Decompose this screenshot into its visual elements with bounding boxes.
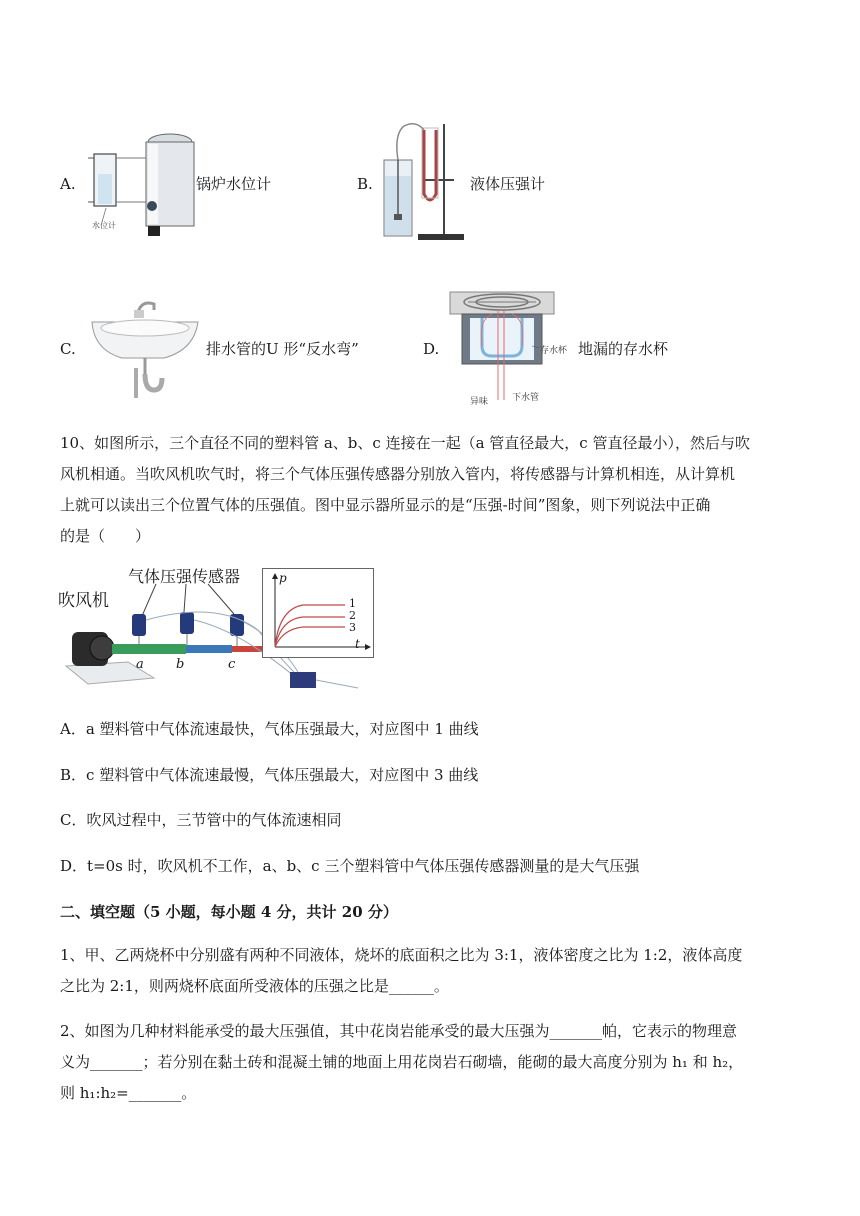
q10-stem-line-3: 上就可以读出三个位置气体的压强值。图中显示器所显示的是“压强-时间”图象，则下列说法中正确 — [60, 496, 711, 514]
sink-u-trap-image — [88, 298, 203, 402]
drain-pipe-label: 下水管 — [512, 393, 540, 403]
fill-q1-line-2: 之比为 2:1，则两烧杯底面所受液体的压强之比是______。 — [60, 977, 449, 995]
graph-x-label: t — [355, 637, 360, 651]
q10-option-d: D．t=0s 时，吹风机不工作，a、b、c 三个塑料管中气体压强传感器测量的是大气压强 — [60, 857, 640, 875]
option-d-letter: D. — [423, 340, 440, 358]
curve-3-label: 3 — [349, 621, 356, 634]
storage-cup-label: 存水杯 — [540, 346, 568, 356]
option-c-letter: C. — [60, 340, 76, 358]
q10-option-c: C．吹风过程中，三节管中的气体流速相同 — [60, 811, 342, 829]
q10-option-b: B．c 塑料管中气体流速最慢，气体压强最大，对应图中 3 曲线 — [60, 766, 479, 784]
curve-2-label: 2 — [349, 609, 356, 622]
tube-a-label: a — [136, 657, 144, 672]
option-b-caption: 液体压强计 — [470, 175, 546, 193]
graph-y-label: p — [279, 571, 287, 585]
option-b-letter: B. — [357, 175, 373, 193]
option-d-caption: 地漏的存水杯 — [578, 340, 669, 358]
blower-label: 吹风机 — [58, 591, 109, 611]
sensor-label: 气体压强传感器 — [128, 567, 241, 586]
option-c-caption: 排水管的U 形“反水弯” — [206, 340, 359, 358]
fill-q2-line-3: 则 h₁:h₂=_______。 — [60, 1084, 197, 1102]
fill-question-2 — [60, 1016, 805, 1109]
fill-q2-line-2: 义为_______；若分别在黏土砖和混凝土铺的地面上用花岗岩石砌墙，能砌的最大高度分别为 h₁ 和 h₂， — [60, 1053, 744, 1071]
q10-option-a: A．a 塑料管中气体流速最快，气体压强最大，对应图中 1 曲线 — [60, 720, 479, 738]
q10-stem-line-2: 风机相通。当吹风机吹气时，将三个气体压强传感器分别放入管内，将传感器与计算机相连，从计算机 — [60, 465, 736, 483]
question-10-stem — [60, 428, 805, 552]
fill-q2-line-1: 2、如图为几种材料能承受的最大压强值，其中花岗岩能承受的最大压强为_______帕，它表示的物理意 — [60, 1022, 738, 1040]
fill-question-1 — [60, 940, 805, 1002]
fill-q1-line-1: 1、甲、乙两烧杯中分别盛有两种不同液体，烧坏的底面积之比为 3:1，液体密度之比为 1:2，液体高度 — [60, 946, 743, 964]
pressure-time-graph — [262, 568, 374, 658]
tube-c-label: c — [228, 657, 236, 672]
q10-stem-line-1: 10、如图所示，三个直径不同的塑料管 a、b、c 连接在一起（a 管直径最大，c 管直径最小），然后与吹 — [60, 434, 750, 452]
water-gauge-label: 水位计 — [92, 221, 116, 230]
section-2-heading: 二、填空题（5 小题，每小题 4 分，共计 20 分） — [60, 903, 398, 921]
liquid-pressure-gauge-image — [380, 120, 470, 242]
tube-b-label: b — [176, 657, 185, 672]
curve-1-label: 1 — [349, 597, 356, 610]
odor-label: 异味 — [470, 397, 489, 407]
q10-stem-line-4: 的是（ ） — [60, 527, 151, 545]
option-a-letter: A. — [60, 175, 76, 193]
option-a-caption: 锅炉水位计 — [196, 175, 272, 193]
